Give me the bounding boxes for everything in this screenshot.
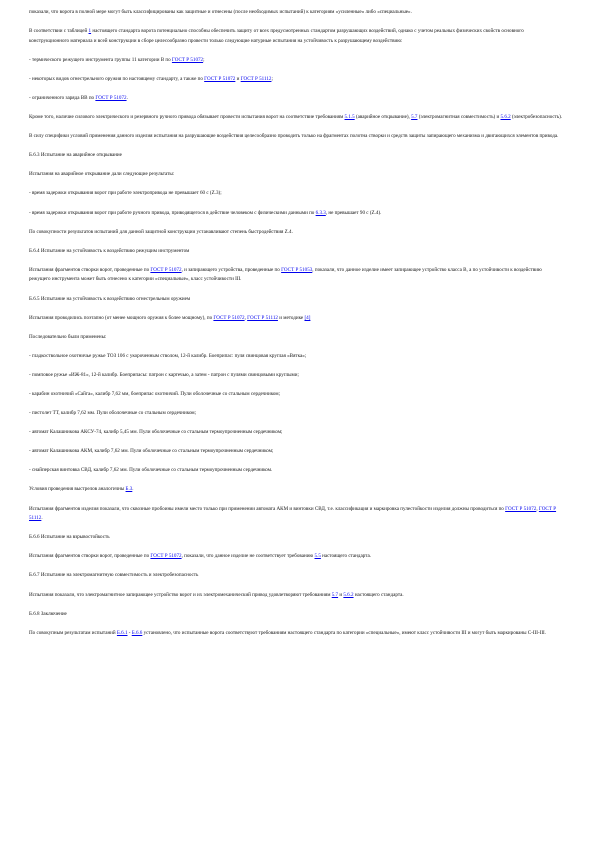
- text-run: .: [41, 515, 43, 522]
- text-run: - помповое ружье «ИЖ-81», 12-й калибр. Боеприпасы: патрон с картечью, а затем - патрон с пулями свинцовыми круглыми;: [29, 371, 299, 378]
- paragraph: [29, 189, 563, 199]
- text-run: - автомат Калашникова АКСУ-74, калибр 5,45 мм. Пули оболочечные со стальным термоупрочненным сердечником;: [29, 429, 283, 436]
- reference-link[interactable]: ГОСТ Р 51072: [95, 94, 127, 101]
- text-run: настоящего стандарта.: [353, 591, 404, 598]
- text-run: - снайперская винтовка СВД, калибр 7,62 мм. Пули оболочечные со стальным термоупрочненным сердечником.: [29, 467, 273, 474]
- paragraph: [29, 132, 563, 142]
- reference-link[interactable]: Б.6.1: [116, 629, 128, 636]
- section-heading: [29, 610, 563, 620]
- text-run: (электробезопасность).: [510, 114, 563, 121]
- paragraph: [29, 27, 563, 46]
- text-run: Испытания проводились поэтапно (от менее мощного оружия к более мощному), по: [29, 314, 214, 321]
- section-heading: [29, 533, 563, 543]
- text-run: (аварийное открывание),: [354, 114, 412, 121]
- text-run: , показали, что данное изделие не соответствует требованию: [181, 553, 315, 560]
- reference-link[interactable]: 5.1.5: [344, 114, 355, 121]
- paragraph: [29, 447, 563, 457]
- text-run: - автомат Калашникова АКМ, калибр 7,62 мм. Пули оболочечные со стальным термоупрочненным сердечником;: [29, 448, 274, 455]
- text-run: , и запирающего устройства, проведенные по: [181, 266, 282, 273]
- paragraph: [29, 409, 563, 419]
- text-run: .: [126, 94, 128, 101]
- reference-link[interactable]: [4]: [304, 314, 311, 321]
- text-run: .: [132, 486, 134, 493]
- reference-link[interactable]: ГОСТ Р 51112: [29, 505, 557, 522]
- text-run: - время задержки открывания ворот при работе ручного привода, приводящегося в действие человеком с физическими данными по: [29, 209, 316, 216]
- section-heading: [29, 571, 563, 581]
- text-run: Испытания фрагментов створки ворот, проведенные по: [29, 266, 151, 273]
- text-run: Б.6.3 Испытание на аварийное открывание: [29, 152, 122, 159]
- text-run: Кроме того, наличие силового электрического и резервного ручного привода обязывает провести испытания ворот на соответствие требованиям: [29, 114, 345, 121]
- paragraph: [29, 629, 563, 639]
- text-run: Б.6.4 Испытание на устойчивость к воздействию режущим инструментом: [29, 247, 190, 254]
- text-run: (электромагнитная совместимость) и: [417, 114, 501, 121]
- reference-link[interactable]: ГОСТ Р 51072: [204, 75, 236, 82]
- text-run: - карабин охотничий «Сайга», калибр 7,62 мм, боеприпас охотничий. Пули оболочечные со стальным сердечником;: [29, 390, 280, 397]
- paragraph: [29, 228, 563, 238]
- section-heading: [29, 151, 563, 161]
- text-run: настоящего стандарта ворота потенциально способны обеспечить защиту от всех предусмотренных стандартом разрушающих воздействий, однако с учетом реальных физических свойств основного конструкционного материала и всей конструкции в сборе целесообразно провести только следующие натурные испытания на устойчивость к разрушающему воздействию:: [29, 28, 524, 44]
- paragraph: [29, 94, 563, 104]
- reference-link[interactable]: ГОСТ Р 51072: [150, 553, 182, 560]
- reference-link[interactable]: ГОСТ Р 51053: [281, 266, 313, 273]
- text-run: ;: [271, 75, 273, 82]
- text-run: Б.6.5 Испытание на устойчивость к воздействию огнестрельным оружием: [29, 295, 191, 302]
- text-run: По совокупным результатам испытаний: [29, 629, 117, 636]
- paragraph: [29, 485, 563, 495]
- paragraph: [29, 8, 563, 18]
- reference-link[interactable]: 5.5: [314, 553, 321, 560]
- reference-link[interactable]: 1: [88, 28, 92, 35]
- reference-link[interactable]: ГОСТ Р 51112: [247, 314, 278, 321]
- paragraph: [29, 209, 563, 219]
- paragraph: [29, 390, 563, 400]
- text-run: Испытания на аварийное открывание дали следующие результаты:: [29, 171, 175, 178]
- reference-link[interactable]: ГОСТ Р 51072: [505, 505, 537, 512]
- reference-link[interactable]: 5.7: [331, 591, 339, 598]
- section-heading: [29, 247, 563, 257]
- text-run: - термического режущего инструмента группы 11 категории В по: [29, 56, 172, 63]
- text-run: Б.6.8 Заключение: [29, 610, 67, 617]
- reference-link[interactable]: ГОСТ Р 51072: [213, 314, 245, 321]
- reference-link[interactable]: Б.3: [125, 486, 133, 493]
- text-run: - пистолет ТТ, калибр 7,62 мм. Пули оболочечные со стальным сердечником;: [29, 410, 197, 417]
- paragraph: [29, 371, 563, 381]
- reference-link[interactable]: ГОСТ Р 51112: [240, 75, 272, 82]
- paragraph: [29, 170, 563, 180]
- text-run: установлено, что испытанные ворота соответствуют требованиям настоящего стандарта по категории «специальные», имеют класс устойчивости III и могут быть маркированы С-III-III.: [142, 629, 547, 636]
- paragraph: [29, 56, 563, 66]
- paragraph: [29, 75, 563, 85]
- reference-link[interactable]: 6.3.3: [315, 209, 326, 216]
- text-run: ,: [244, 314, 248, 321]
- reference-link[interactable]: 5.6.2: [343, 591, 354, 598]
- paragraph: [29, 314, 563, 324]
- text-run: Б.6.6 Испытание на взрывостойкость: [29, 534, 110, 541]
- text-run: - ограниченного заряда ВВ по: [29, 94, 96, 101]
- reference-link[interactable]: ГОСТ Р 51072: [171, 56, 204, 63]
- text-run: , не превышает 90 с (Z.4).: [325, 209, 382, 216]
- text-run: По совокупности результатов испытаний для данной защитной конструкции устанавливают степень быстродействия Z.4.: [29, 228, 293, 235]
- paragraph: [29, 352, 563, 362]
- text-run: ;: [203, 56, 205, 63]
- paragraph: [29, 505, 563, 524]
- paragraph: [29, 428, 563, 438]
- text-run: - гладкоствольное охотничье ружье ТОЗ 106 с укороченным стволом, 12-й калибр. Боеприпас: пуля свинцовая круглая «Вятка»;: [29, 352, 307, 359]
- text-run: Испытания показали, что электромагнитное запирающее устройство ворот и их электромеханический привод удовлетворяют требованиям: [29, 591, 332, 598]
- paragraph: [29, 333, 563, 343]
- text-run: Испытания фрагментов изделия показали, что сквозные пробоины имели место только при применении автомата АКМ и винтовки СВД, т.е. классификация и маркировка пулестойкости изделия должны проводиться по: [29, 505, 506, 512]
- text-run: и: [338, 591, 344, 598]
- text-run: показали, что ворота в полной мере могут быть классифицированы как защитные и отнесены (после необходимых испытаний) к категориям «усиленные» либо «специальные».: [29, 9, 412, 15]
- text-run: -: [127, 629, 132, 636]
- text-run: настоящего стандарта.: [320, 553, 372, 560]
- text-run: - время задержки открывания ворот при работе электропривода не превышает 60 с (Z.3);: [29, 190, 222, 197]
- text-run: Б.6.7 Испытание на электромагнитную совместимость и электробезопасность: [29, 572, 199, 579]
- text-run: Условия проведения выстрелов аналогичны: [29, 486, 126, 493]
- text-run: В соответствии с таблицей: [29, 28, 89, 35]
- paragraph: [29, 466, 563, 476]
- paragraph: [29, 552, 563, 562]
- reference-link[interactable]: 5.6.2: [500, 114, 511, 121]
- text-run: - некоторых видов огнестрельного оружия по настоящему стандарту, а также по: [29, 75, 205, 82]
- text-run: Последовательно были применены:: [29, 333, 107, 340]
- text-run: и: [235, 75, 241, 82]
- text-run: ,: [536, 505, 539, 512]
- reference-link[interactable]: 5.7: [411, 114, 418, 121]
- paragraph: [29, 113, 563, 123]
- section-heading: [29, 295, 563, 305]
- reference-link[interactable]: ГОСТ Р 51072: [150, 266, 182, 273]
- text-run: Испытания фрагментов створки ворот, проведенные по: [29, 553, 151, 560]
- text-run: и методике: [277, 314, 305, 321]
- paragraph: [29, 591, 563, 601]
- text-run: , показали, что данное изделие имеет запирающее устройство класса В, а по устойчивости к воздействию режущего инструмента может быть отнесено к категории «специальные», класс устойчивости III.: [29, 266, 542, 283]
- reference-link[interactable]: Б.6.6: [131, 629, 143, 636]
- paragraph: [29, 266, 563, 285]
- text-run: В силу специфики условий применения данного изделия испытания на разрушающие воздействия целесообразно проводить только на фрагментах полотна створки и средств защиты запирающего механизма и двигающихся элементов привода.: [29, 133, 559, 140]
